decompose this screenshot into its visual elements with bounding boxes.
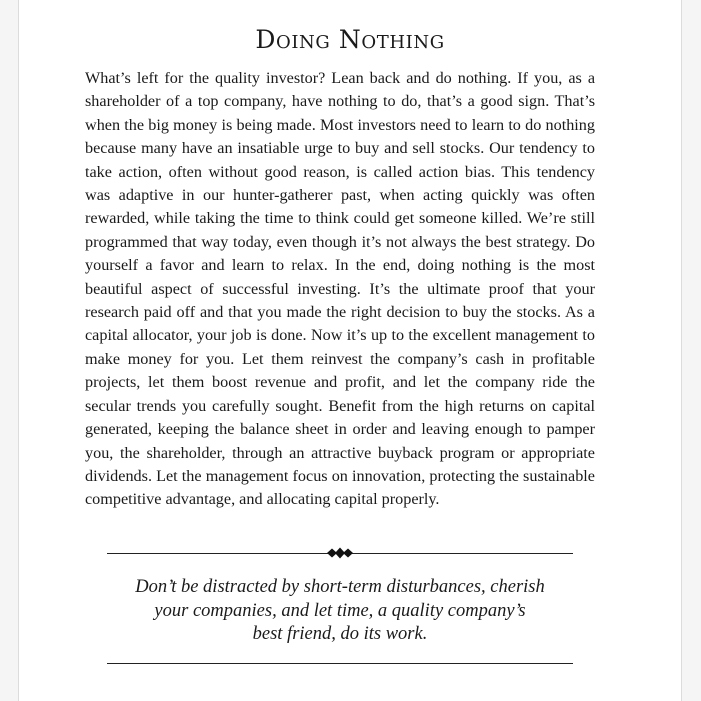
body-paragraph: What’s left for the quality investor? Lean back and do nothing. If you, as a shareholder of a top company, have nothing to do, that’s a good sign. That’s when the big money is being made. Most investors need to learn to do nothing because many have an insatiable urge to buy and sell stocks. Our tendency to take action, often without good reason, is called action bias. This tendency was adaptive in our hunter-gatherer past, when acting quickly was often rewarded, while taking the time to think could get someone killed. We’re still programmed that way today, even though it’s not always the best strategy. Do yourself a favor and learn to relax. In the end, doing nothing is the most beautiful aspect of successful investing. It’s the ultimate proof that your research paid off and that you made the right decision to buy the stocks. As a capital allocator, your job is done. Now it’s up to the excellent management to make money for you. Let them reinvest the company’s cash in profitable projects, let them boost revenue and profit, and let the company ride the secular trends you carefully sought. Benefit from the high returns on capital generated, keeping the balance sheet in order and leaving enough to pamper you, the shareholder, through an attractive buyback program or appropriate dividends. Let the management focus on innovation, protecting the sustainable competitive advantage, and allocating capital properly. [85, 69, 595, 509]
pull-quote-line: best friend, do its work. [252, 624, 428, 644]
pull-quote [115, 576, 565, 647]
pull-quote-line: your companies, and let time, a quality company’s [154, 600, 526, 621]
chapter-title: Doing Nothing [255, 25, 445, 54]
pull-quote-bottom-rule [107, 663, 573, 664]
book-page [18, 0, 682, 701]
diamond-ornament-icon [325, 547, 355, 559]
pull-quote-line: Don’t be distracted by short-term disturbances, cherish [135, 577, 545, 597]
